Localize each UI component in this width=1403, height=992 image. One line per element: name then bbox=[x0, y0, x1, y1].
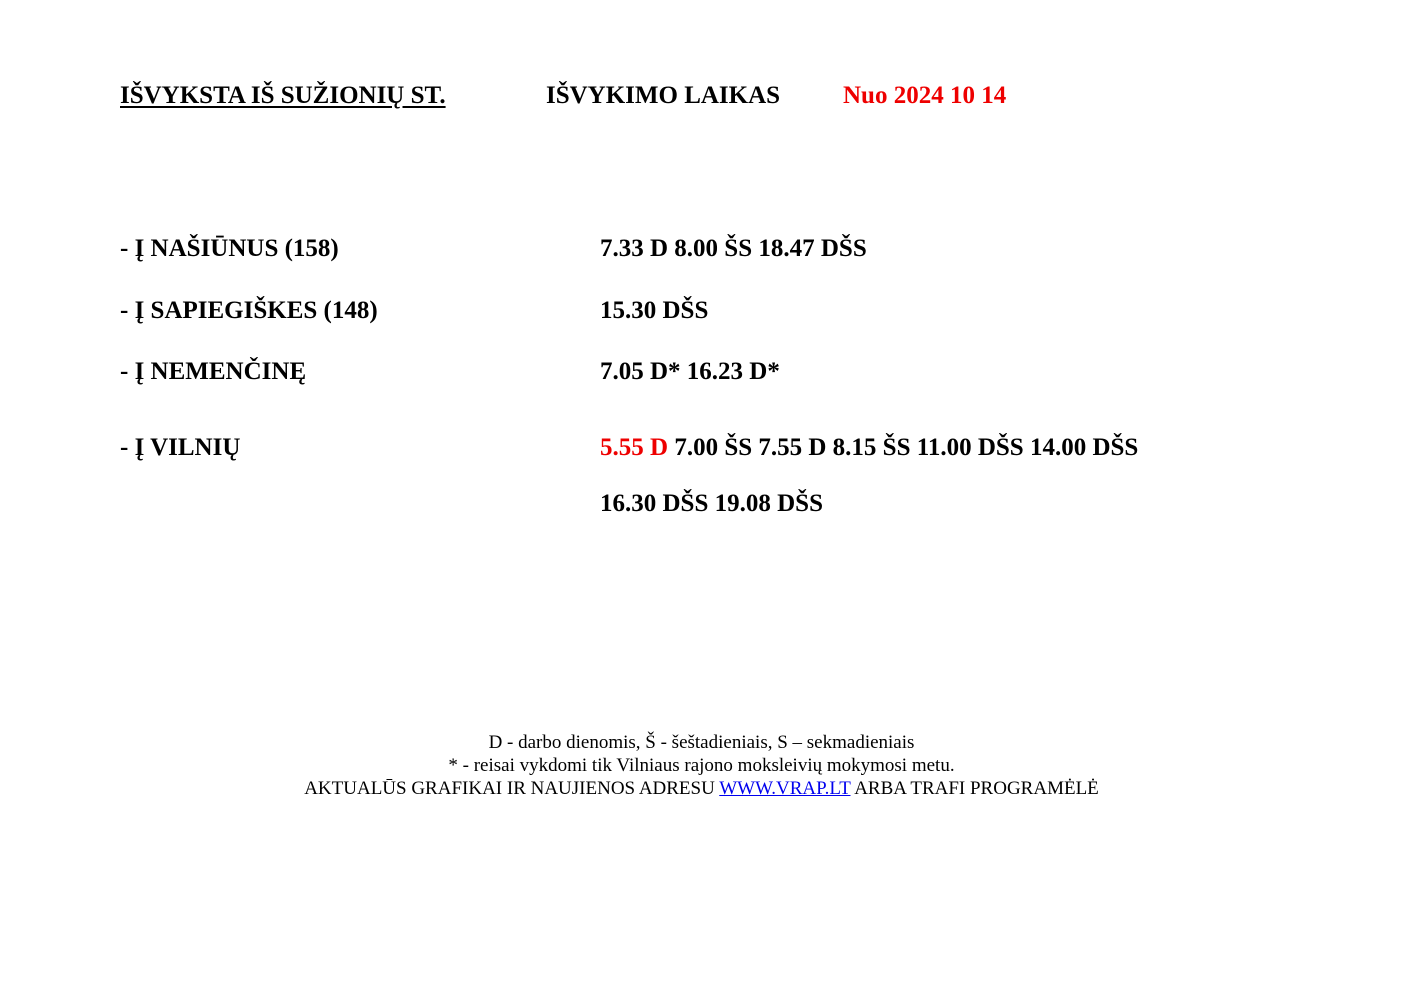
info-line bbox=[0, 777, 1403, 800]
origin-station-title: IŠVYKSTA IŠ SUŽIONIŲ ST. bbox=[120, 82, 446, 109]
route-times: 7.33 D 8.00 ŠS 18.47 DŠS bbox=[600, 235, 867, 262]
schedule-footer bbox=[0, 731, 1403, 800]
route-row bbox=[0, 233, 1403, 265]
route-times bbox=[600, 432, 1138, 464]
route-destination: - Į NAŠIŪNUS (158) bbox=[120, 235, 339, 262]
valid-from-date: Nuo 2024 10 14 bbox=[843, 82, 1007, 109]
route-times: 7.05 D* 16.23 D* bbox=[600, 358, 780, 385]
route-row bbox=[0, 432, 1403, 464]
route-destination: - Į SAPIEGIŠKES (148) bbox=[120, 297, 378, 324]
route-row-continuation bbox=[0, 488, 1403, 520]
info-prefix: AKTUALŪS GRAFIKAI IR NAUJIENOS ADRESU bbox=[304, 778, 720, 799]
route-destination: - Į NEMENČINĘ bbox=[120, 358, 307, 385]
info-suffix: ARBA TRAFI PROGRAMĖLĖ bbox=[850, 778, 1099, 799]
legend-text: D - darbo dienomis, Š - šeštadieniais, S – sekmadieniais bbox=[488, 732, 915, 753]
route-row bbox=[0, 356, 1403, 388]
footnote-text: * - reisai vykdomi tik Vilniaus rajono moksleivių mokymosi metu. bbox=[448, 755, 955, 776]
route-times-line-1: 7.00 ŠS 7.55 D 8.15 ŠS 11.00 DŠS 14.00 DŠS bbox=[668, 434, 1139, 461]
vrap-link[interactable]: WWW.VRAP.LT bbox=[719, 778, 851, 799]
route-times-line-2: 16.30 DŠS 19.08 DŠS bbox=[600, 490, 823, 517]
route-destination: - Į VILNIŲ bbox=[120, 434, 241, 461]
departure-time-label: IŠVYKIMO LAIKAS bbox=[546, 82, 781, 109]
route-row bbox=[0, 295, 1403, 327]
schedule-header bbox=[0, 80, 1403, 112]
route-times: 15.30 DŠS bbox=[600, 297, 709, 324]
route-time-highlight: 5.55 D bbox=[600, 434, 669, 461]
